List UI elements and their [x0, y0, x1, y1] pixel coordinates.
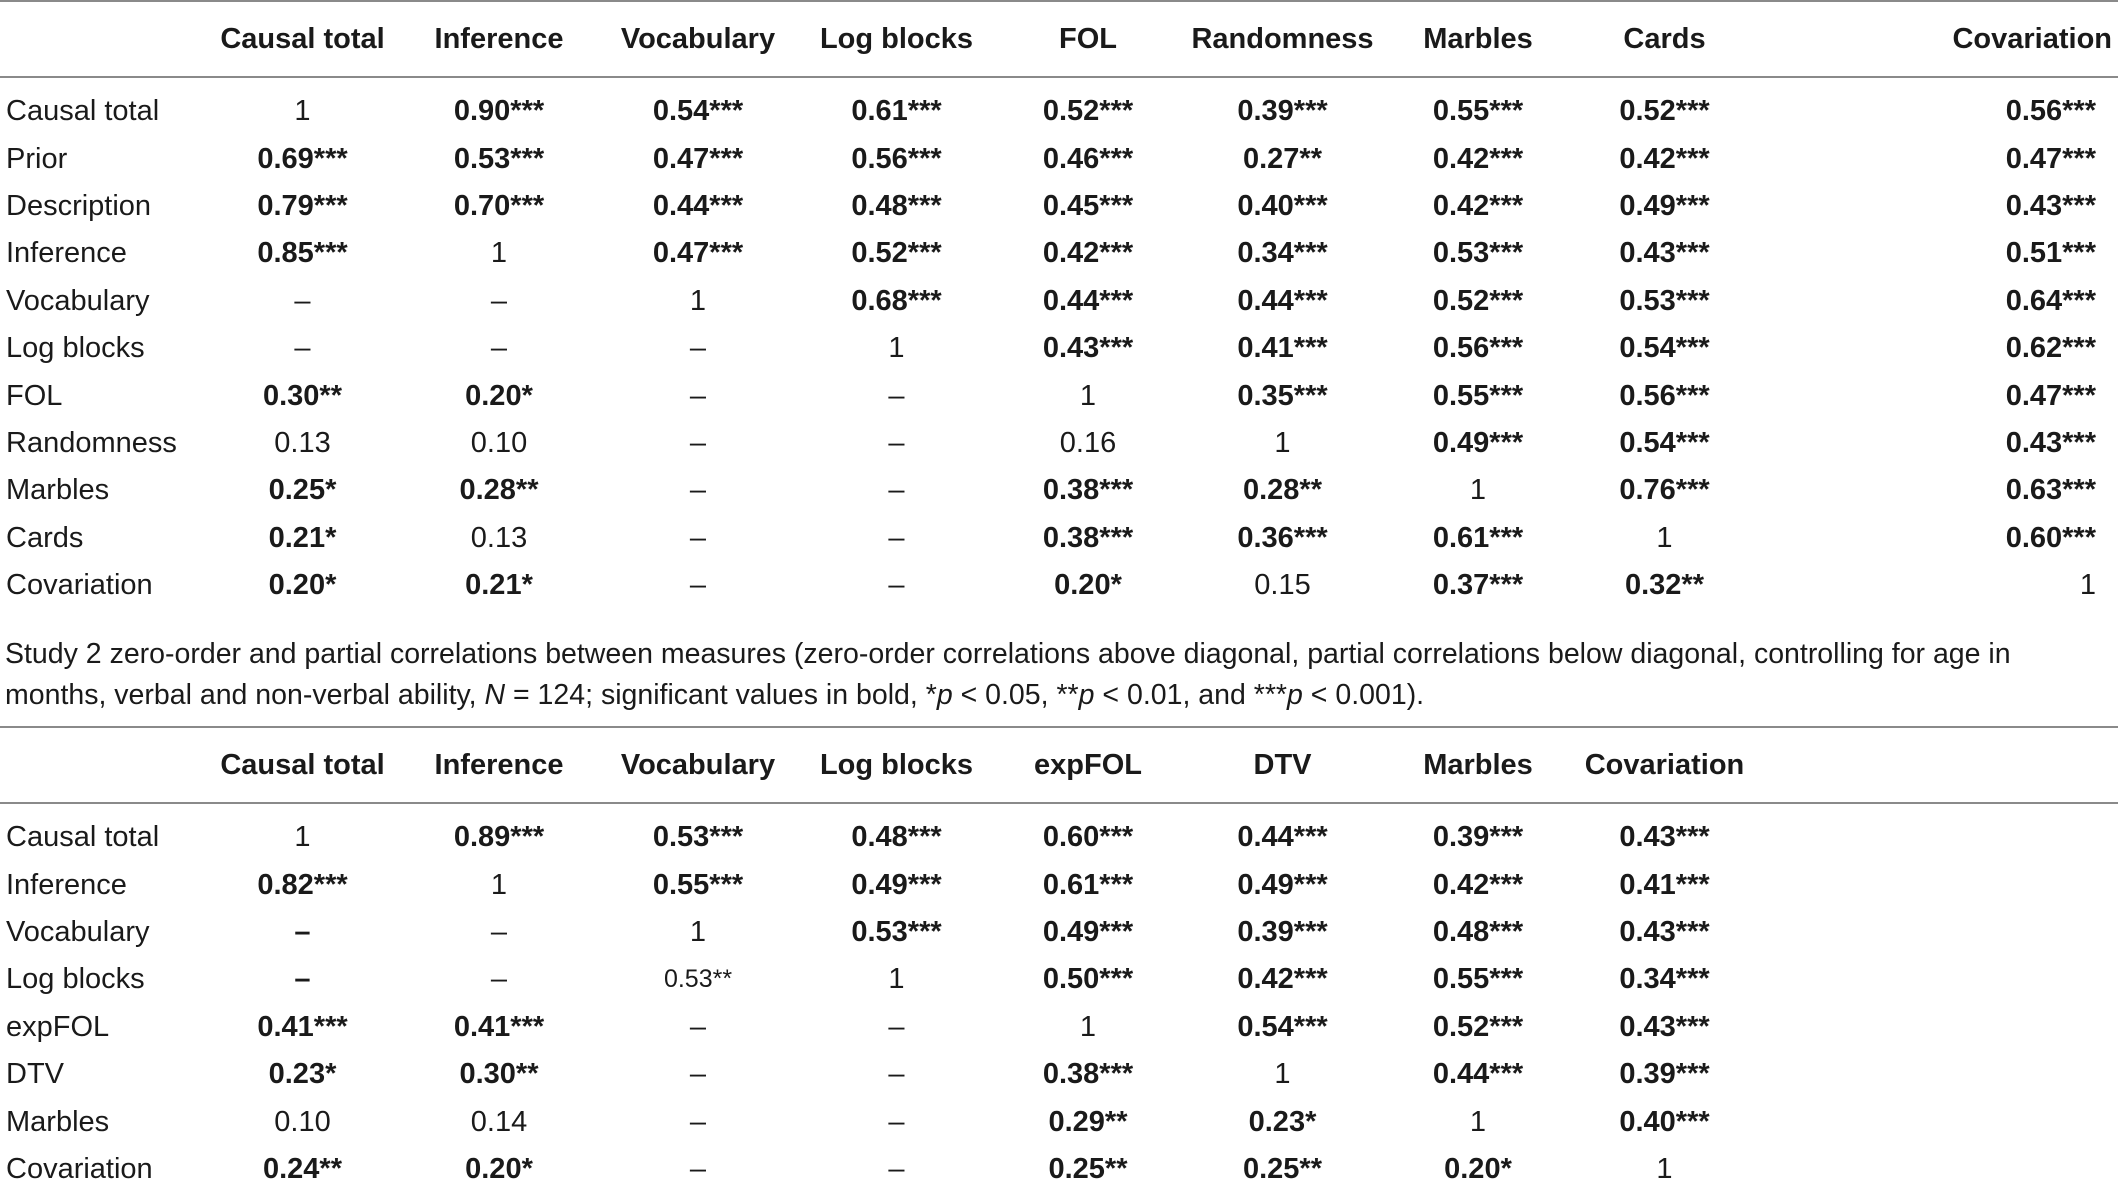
table-row [0, 278, 2118, 325]
table-cell: 0.41*** [1237, 332, 1328, 365]
table-cell: 0.49*** [851, 868, 942, 901]
table-cell: 0.52*** [1042, 95, 1134, 128]
table-cell: 0.30** [459, 1058, 539, 1091]
table-cell: 0.56*** [1619, 379, 1710, 412]
row-label: Covariation [6, 1152, 153, 1185]
table-cell: 0.53** [663, 965, 733, 994]
table-cell: 0.70*** [453, 189, 545, 222]
table-cell: 0.10 [274, 1105, 331, 1138]
table-header-row [0, 1, 2118, 77]
table-cell: – [888, 1105, 905, 1138]
row-label: Log blocks [6, 963, 145, 996]
column-header [1757, 727, 2118, 803]
table-cell: 0.30** [262, 379, 342, 412]
table-cell [1757, 803, 2118, 861]
table-cell: 0.79*** [257, 189, 348, 222]
table-cell: 0.54*** [1237, 1010, 1328, 1043]
column-header: Log blocks [819, 22, 974, 55]
table-cell: 0.49*** [1432, 426, 1524, 459]
table-cell: – [888, 379, 905, 412]
table-cell: 0.44*** [1237, 821, 1328, 854]
table-cell: 0.82*** [257, 868, 348, 901]
table-row [0, 183, 2118, 230]
table-cell: – [689, 426, 707, 459]
header-corner [0, 1, 205, 77]
table-cell: 0.43*** [1619, 915, 1710, 948]
table-cell [1757, 909, 2118, 956]
caption-p-symbol: p [1078, 679, 1095, 711]
table-cell: 0.54*** [1619, 426, 1710, 459]
table-cell: 0.10 [470, 426, 528, 459]
table-cell: 0.51*** [2005, 237, 2096, 270]
table-cell: 0.25** [1048, 1152, 1128, 1185]
table-cell: 0.53*** [1432, 237, 1524, 270]
table-header-row [0, 727, 2118, 803]
table-cell: – [689, 1010, 707, 1043]
row-label: Marbles [6, 474, 110, 507]
table-cell: 0.35*** [1237, 379, 1328, 412]
table-cell: – [689, 521, 707, 554]
table-cell: – [294, 332, 311, 365]
row-label: FOL [6, 379, 63, 412]
table-cell: 0.56*** [1432, 332, 1524, 365]
table-cell: – [294, 963, 311, 996]
table-cell: 0.14 [470, 1105, 528, 1138]
table-cell: 0.90*** [453, 95, 545, 128]
table-cell: 0.42*** [1432, 189, 1524, 222]
table-cell: 0.20* [268, 569, 337, 602]
table-cell: 0.42*** [1432, 142, 1524, 175]
table-cell: – [888, 1152, 905, 1185]
row-label: Randomness [6, 426, 177, 459]
table-cell: 0.42*** [1619, 142, 1710, 175]
column-header: Vocabulary [620, 748, 776, 781]
table-cell: 1 [1274, 426, 1291, 459]
table-cell: 0.45*** [1042, 189, 1134, 222]
table-row [0, 1098, 2118, 1145]
table-cell: – [888, 521, 905, 554]
table-cell: 0.56*** [851, 142, 942, 175]
table-cell: 1 [1469, 474, 1487, 507]
caption-text: = 124; significant values in bold, * [505, 679, 937, 711]
table-cell: 1 [294, 821, 311, 854]
table-cell: 0.55*** [652, 868, 744, 901]
column-header: expFOL [1034, 748, 1142, 781]
table-cell: 0.20* [1444, 1152, 1512, 1185]
row-label: Cards [6, 521, 84, 554]
table-cell: 0.52*** [1619, 95, 1710, 128]
table-row [0, 372, 2118, 419]
table-cell: 0.52*** [851, 237, 942, 270]
table-cell: – [490, 284, 508, 317]
table-cell: 0.48*** [1432, 915, 1524, 948]
table-cell: 0.39*** [1432, 821, 1524, 854]
table-cell [1757, 1098, 2118, 1145]
table-cell: 0.55*** [1432, 963, 1524, 996]
table-cell: 0.56*** [2005, 95, 2096, 128]
table-cell: – [294, 915, 311, 948]
table-cell: – [689, 379, 707, 412]
table-cell: 0.60*** [2005, 521, 2096, 554]
table-cell: 0.89*** [453, 821, 545, 854]
column-header: Causal total [220, 748, 385, 781]
row-label: Prior [6, 142, 68, 175]
table-cell: 0.69*** [257, 142, 348, 175]
table-cell: 0.54*** [1619, 332, 1710, 365]
table-cell: 1 [1469, 1105, 1487, 1138]
table-cell: – [888, 474, 905, 507]
table-cell: 0.55*** [1432, 95, 1524, 128]
table-cell: – [490, 963, 508, 996]
table-cell: 0.49*** [1042, 915, 1134, 948]
row-label: Covariation [6, 569, 153, 602]
table-cell [1757, 956, 2118, 1003]
table-cell: 0.61*** [851, 95, 942, 128]
table-cell: 1 [1079, 1010, 1097, 1043]
table-cell: 0.52*** [1432, 1010, 1524, 1043]
table-cell: 0.41*** [257, 1010, 348, 1043]
table-cell: 0.43*** [1619, 1010, 1710, 1043]
table-cell: 0.20* [465, 1152, 533, 1185]
row-label: Vocabulary [6, 284, 150, 317]
row-label: Causal total [6, 95, 160, 128]
column-header: Inference [434, 748, 564, 781]
table-cell: 0.38*** [1042, 521, 1134, 554]
table-cell: – [490, 915, 508, 948]
table-cell: 0.20* [465, 379, 533, 412]
table-cell: – [689, 1105, 707, 1138]
table-cell: 0.39*** [1237, 95, 1328, 128]
table-cell: 0.60*** [1042, 821, 1134, 854]
row-label: DTV [6, 1058, 64, 1091]
table-cell: – [689, 1058, 707, 1091]
table-cell: 0.29** [1048, 1105, 1128, 1138]
table-cell: 0.49*** [1619, 189, 1710, 222]
table-cell: 1 [1656, 1152, 1673, 1185]
table-cell [1757, 1051, 2118, 1098]
column-header: Inference [434, 22, 564, 55]
table-cell: 0.21* [465, 569, 533, 602]
caption-text: Study 2 zero-order and partial correlations between measures (zero-order correlations above diagonal, partial correlations below diagonal, controlling for age in months, verbal and non-verbal ability, [5, 638, 2011, 711]
table-cell: 0.27** [1242, 142, 1322, 175]
table-cell: 0.43*** [1619, 821, 1710, 854]
table-cell: 0.52*** [1432, 284, 1524, 317]
table-cell: 0.46*** [1042, 142, 1134, 175]
table-cell: 0.44*** [1432, 1058, 1524, 1091]
table-cell: 0.13 [274, 426, 331, 459]
table-cell: – [689, 474, 707, 507]
table-cell: 0.32** [1624, 569, 1704, 602]
table-cell: 0.13 [470, 521, 528, 554]
table-cell: 0.44*** [1237, 284, 1328, 317]
header-corner [0, 727, 205, 803]
table-cell [1757, 1004, 2118, 1051]
table-cell: 1 [689, 915, 707, 948]
table-cell: 0.43*** [2005, 426, 2096, 459]
column-header: Covariation [1584, 748, 1745, 781]
row-label: Description [6, 189, 152, 222]
table-cell: 0.28** [459, 474, 539, 507]
table-cell: 1 [1656, 521, 1673, 554]
table-cell: 0.39*** [1237, 915, 1328, 948]
table-cell: – [888, 1010, 905, 1043]
caption-p-symbol: p [936, 679, 953, 711]
table-cell: 0.16 [1059, 426, 1117, 459]
table-cell: 0.28** [1242, 474, 1322, 507]
table-cell: 1 [689, 284, 707, 317]
table-cell: 0.53*** [851, 915, 942, 948]
caption-text: < 0.001). [1302, 679, 1425, 711]
table-cell: 0.47*** [652, 142, 744, 175]
column-header: DTV [1253, 748, 1312, 781]
table-cell: 0.43*** [2005, 189, 2096, 222]
table-cell: – [888, 426, 905, 459]
table-cell: – [689, 569, 707, 602]
table-cell: 1 [888, 963, 905, 996]
row-label: Inference [6, 868, 127, 901]
table-row [0, 562, 2118, 609]
caption-text: < 0.01, and *** [1094, 679, 1288, 711]
table-cell: 0.38*** [1042, 474, 1134, 507]
table-cell: 0.42*** [1042, 237, 1134, 270]
column-header: Log blocks [819, 748, 974, 781]
table-cell: 0.25** [1242, 1152, 1322, 1185]
table-cell: 0.34*** [1619, 963, 1710, 996]
table-cell: 0.55*** [1432, 379, 1524, 412]
table-row [0, 325, 2118, 372]
table-row [0, 861, 2118, 908]
table-cell: 0.48*** [851, 821, 942, 854]
table-cell: 0.42*** [1237, 963, 1328, 996]
correlation-table-bottom [0, 726, 2118, 1193]
row-label: Log blocks [6, 332, 145, 365]
column-header: Marbles [1423, 22, 1533, 55]
table-row [0, 956, 2118, 1003]
row-label: Causal total [6, 821, 160, 854]
table-cell: 0.76*** [1619, 474, 1710, 507]
column-header: FOL [1059, 22, 1117, 55]
table-cell: 0.48*** [851, 189, 942, 222]
table-cell: 0.38*** [1042, 1058, 1134, 1091]
table-row [0, 420, 2118, 467]
table-row [0, 803, 2118, 861]
table-cell: 1 [2079, 569, 2096, 602]
table-cell: – [689, 1152, 707, 1185]
table-cell: 0.44*** [652, 189, 744, 222]
table-cell: 0.39*** [1619, 1058, 1710, 1091]
table-cell: – [490, 332, 508, 365]
table-cell: 0.24** [262, 1152, 342, 1185]
table-cell: 0.40*** [1237, 189, 1328, 222]
table-cell: 0.49*** [1237, 868, 1328, 901]
table-cell: 1 [1274, 1058, 1291, 1091]
table-cell: 1 [888, 332, 905, 365]
table-cell: 0.43*** [1042, 332, 1134, 365]
column-header: Vocabulary [620, 22, 776, 55]
table-row [0, 230, 2118, 277]
table-cell: 0.15 [1254, 569, 1311, 602]
table-cell: 1 [490, 237, 508, 270]
table-cell: 0.64*** [2005, 284, 2096, 317]
table-cell: 0.53*** [1619, 284, 1710, 317]
column-header: Randomness [1191, 22, 1374, 55]
table-cell: 1 [490, 868, 508, 901]
row-label: expFOL [6, 1010, 110, 1043]
table-cell: 0.43*** [1619, 237, 1710, 270]
table-cell: 0.61*** [1432, 521, 1524, 554]
table-cell: 0.47*** [2005, 379, 2096, 412]
table-row [0, 135, 2118, 182]
table-cell: 0.25* [268, 474, 337, 507]
table-caption [5, 634, 2115, 716]
table-cell: 0.34*** [1237, 237, 1328, 270]
table-row [0, 515, 2118, 562]
table-cell: 0.53*** [652, 821, 744, 854]
table-cell: 0.41*** [1619, 868, 1710, 901]
table-row [0, 909, 2118, 956]
table-cell: 0.50*** [1042, 963, 1134, 996]
row-label: Marbles [6, 1105, 110, 1138]
table-cell: 0.23* [1248, 1105, 1317, 1138]
caption-n-symbol: N [484, 679, 506, 711]
table-cell: – [888, 569, 905, 602]
table-cell: 0.68*** [851, 284, 942, 317]
table-cell: – [294, 284, 311, 317]
table-cell: – [689, 332, 707, 365]
column-header: Causal total [220, 22, 385, 55]
table-row [0, 1051, 2118, 1098]
table-cell: 0.20* [1054, 569, 1122, 602]
table-cell: 0.47*** [2005, 142, 2096, 175]
column-header: Cards [1623, 22, 1706, 55]
row-label: Vocabulary [6, 915, 150, 948]
table-row [0, 77, 2118, 135]
table-cell: 0.44*** [1042, 284, 1134, 317]
table-cell: 0.41*** [453, 1010, 545, 1043]
table-cell: 0.42*** [1432, 868, 1524, 901]
table-cell: 1 [294, 95, 311, 128]
table-cell: 0.37*** [1432, 569, 1524, 602]
caption-text: < 0.05, ** [952, 679, 1079, 711]
row-label: Inference [6, 237, 127, 270]
column-header: Marbles [1423, 748, 1533, 781]
table-cell: 0.54*** [652, 95, 744, 128]
table-row [0, 1004, 2118, 1051]
table-cell: 0.61*** [1042, 868, 1134, 901]
table-cell: 0.47*** [652, 237, 744, 270]
table-cell: 0.23* [268, 1058, 337, 1091]
table-cell: 0.53*** [453, 142, 545, 175]
table-cell: – [888, 1058, 905, 1091]
table-cell: 0.85*** [257, 237, 348, 270]
column-header: Covariation [1952, 22, 2112, 55]
caption-p-symbol: p [1287, 679, 1303, 711]
table-cell: 0.21* [268, 521, 337, 554]
table-row [0, 467, 2118, 514]
table-cell: 0.36*** [1237, 521, 1328, 554]
table-cell: 0.62*** [2005, 332, 2096, 365]
table-cell: 0.40*** [1619, 1105, 1710, 1138]
table-cell [1757, 861, 2118, 908]
table-cell: 0.63*** [2005, 474, 2096, 507]
table-cell: 1 [1079, 379, 1097, 412]
